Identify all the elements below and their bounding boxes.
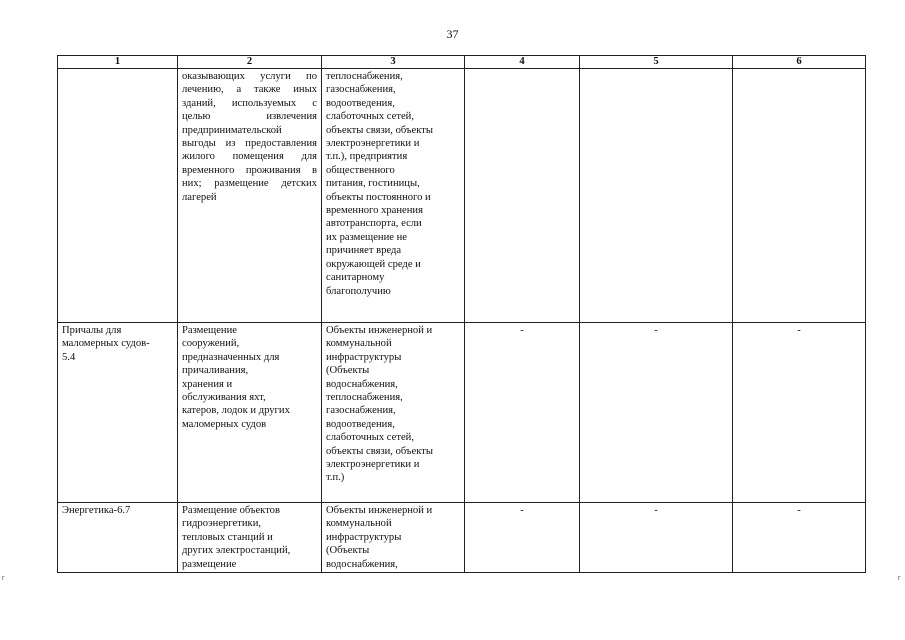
cell-use-type: Энергетика-6.7 (58, 503, 178, 573)
table-row (58, 503, 866, 573)
cell-col4: - (465, 323, 580, 503)
table-row (58, 69, 866, 323)
cell-use-type (58, 69, 178, 323)
table-row (58, 323, 866, 503)
cell-col6: - (733, 323, 866, 503)
cell-description: оказывающих услуги по лечению, а также иных зданий, используемых с целью извлечения предпринимательской выгоды из предоставления жилого помещения для временного проживания в них; размещение детских лагерей (178, 69, 322, 323)
column-header-1: 1 (58, 56, 178, 69)
column-header-6: 6 (733, 56, 866, 69)
right-margin-mark: г (898, 575, 901, 582)
page-number: 37 (446, 27, 459, 41)
cell-description: Размещение объектов гидроэнергетики, тепловых станций и других электростанций, размещение (178, 503, 322, 573)
cell-auxiliary-uses: Объекты инженерной и коммунальной инфраструктуры (Объекты водоснабжения, (322, 503, 465, 573)
cell-col6 (733, 69, 866, 323)
cell-col4 (465, 69, 580, 323)
column-header-3: 3 (322, 56, 465, 69)
cell-col5: - (580, 323, 733, 503)
cell-col5 (580, 69, 733, 323)
header-row (58, 56, 866, 69)
column-header-4: 4 (465, 56, 580, 69)
left-margin-mark: г (2, 575, 5, 582)
cell-col6: - (733, 503, 866, 573)
cell-auxiliary-uses: Объекты инженерной и коммунальной инфраструктуры (Объекты водоснабжения, теплоснабжения, газоснабжения, водоотведения, слаботочных сетей, объекты связи, объекты электроэнергетики и т.п.) (322, 323, 465, 503)
cell-use-type: Причалы для маломерных судов- 5.4 (58, 323, 178, 503)
land-use-table (57, 55, 866, 573)
cell-description: Размещение сооружений, предназначенных для причаливания, хранения и обслуживания яхт, катеров, лодок и других маломерных судов (178, 323, 322, 503)
column-header-5: 5 (580, 56, 733, 69)
cell-col4: - (465, 503, 580, 573)
column-header-2: 2 (178, 56, 322, 69)
cell-auxiliary-uses: теплоснабжения, газоснабжения, водоотведения, слаботочных сетей, объекты связи, объекты электроэнергетики и т.п.), предприятия общественного питания, гостиницы, объекты постоянного и временного хранения автотранспорта, если их размещение не причиняет вреда окружающей среде и санитарному благополучию (322, 69, 465, 323)
cell-col5: - (580, 503, 733, 573)
